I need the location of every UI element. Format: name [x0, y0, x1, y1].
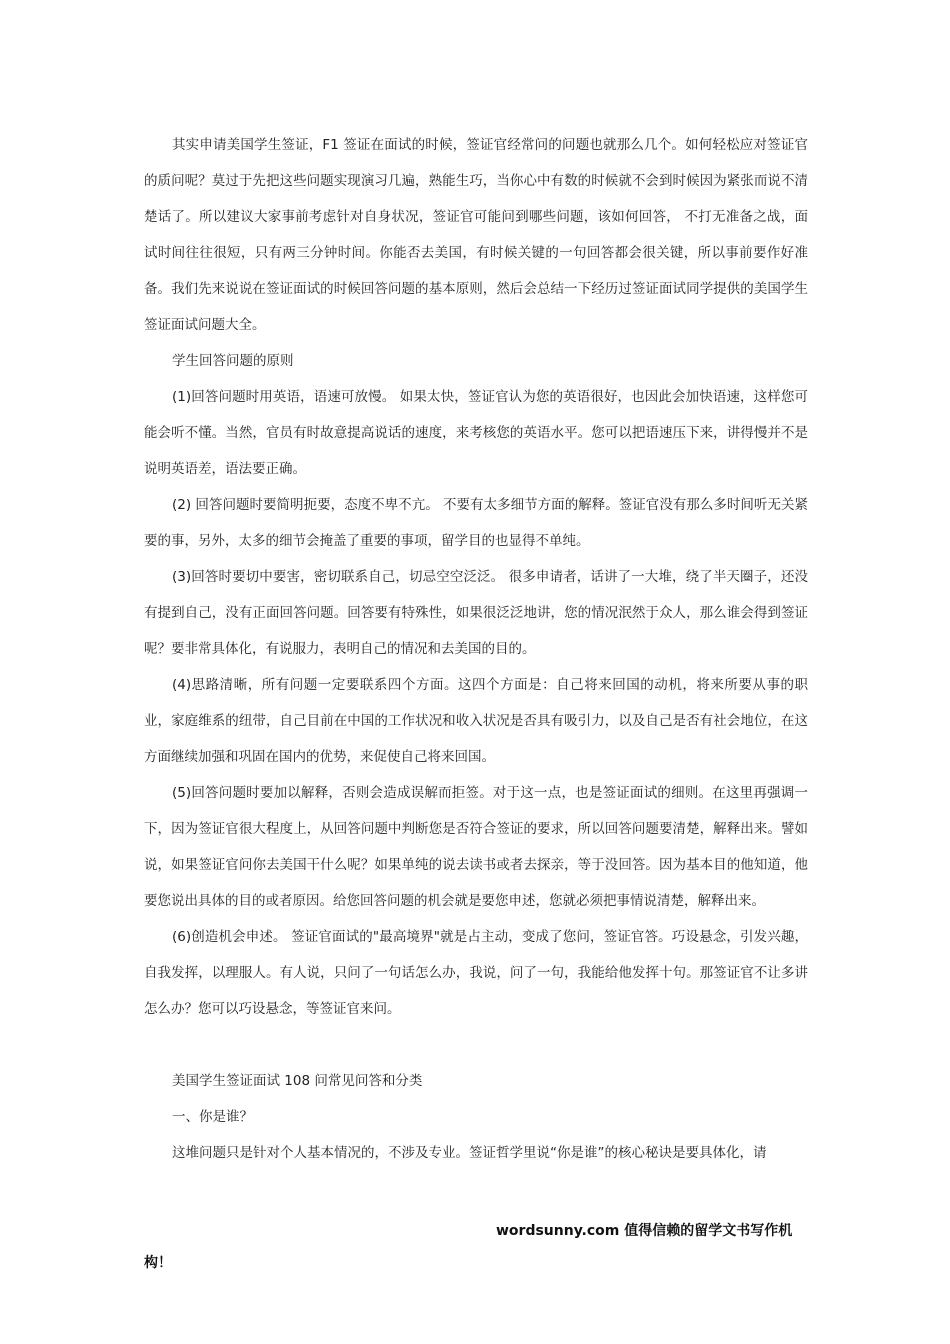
subsection-heading: 一、你是谁？	[172, 1109, 253, 1125]
principles-heading: 学生回答问题的原则	[172, 353, 294, 369]
principle-6-paragraph: (6)创造机会申述。 签证官面试的"最高境界"就是占主动，变成了您问，签证官答。巧设悬念，引发兴趣，自我发挥，以理服人。有人说，只问了一句话怎么办，我说，问了一句，我能给他发挥十句。那签证官不让多讲怎么办？您可以巧设悬念，等签证官来问。	[144, 929, 808, 1017]
document-body	[144, 127, 808, 1171]
footer-line-2: 构！	[144, 1255, 172, 1271]
section-spacer	[144, 1027, 808, 1063]
footer-watermark	[144, 1215, 808, 1279]
footer-line-1: wordsunny.com 值得信赖的留学文书写作机	[496, 1223, 793, 1239]
section-title: 美国学生签证面试 108 问常见问答和分类	[172, 1073, 423, 1089]
principle-4-paragraph: (4)思路清晰，所有问题一定要联系四个方面。这四个方面是：自己将来回国的动机，将来所要从事的职业，家庭维系的纽带，自己目前在中国的工作状况和收入状况是否具有吸引力，以及自己是否有社会地位，在这方面继续加强和巩固在国内的优势，来促使自己将来回国。	[144, 677, 808, 765]
principle-5-paragraph: (5)回答问题时要加以解释，否则会造成误解而拒签。对于这一点，也是签证面试的细则。在这里再强调一下，因为签证官很大程度上，从回答问题中判断您是否符合签证的要求，所以回答问题要清楚，解释出来。譬如说，如果签证官问你去美国干什么呢？如果单纯的说去读书或者去探亲，等于没回答。因为基本目的他知道，他要您说出具体的目的或者原因。给您回答问题的机会就是要您申述，您就必须把事情说清楚，解释出来。	[144, 785, 808, 909]
subsection-paragraph: 这堆问题只是针对个人基本情况的，不涉及专业。签证哲学里说“你是谁”的核心秘诀是要具体化，请	[172, 1145, 767, 1161]
principle-2-paragraph: (2) 回答问题时要简明扼要，态度不卑不亢。 不要有太多细节方面的解释。签证官没有那么多时间听无关紧要的事，另外，太多的细节会掩盖了重要的事项，留学目的也显得不单纯。	[144, 497, 808, 549]
intro-paragraph: 其实申请美国学生签证，F1 签证在面试的时候，签证官经常问的问题也就那么几个。如何轻松应对签证官的质问呢？莫过于先把这些问题实现演习几遍，熟能生巧，当你心中有数的时候就不会到时候因为紧张而说不清楚话了。所以建议大家事前考虑针对自身状况，签证官可能问到哪些问题，该如何回答， 不打无准备之战，面试时间往往很短，只有两三分钟时间。你能否去美国，有时候关键的一句回答都会很关键，所以事前要作好准备。我们先来说说在签证面试的时候回答问题的基本原则，然后会总结一下经历过签证面试同学提供的美国学生签证面试问题大全。	[144, 137, 808, 333]
principle-3-paragraph: (3)回答时要切中要害，密切联系自己，切忌空空泛泛。 很多申请者，话讲了一大堆，绕了半天圈子，还没有提到自己，没有正面回答问题。回答要有特殊性，如果很泛泛地讲，您的情况泯然于众人，那么谁会得到签证呢？要非常具体化，有说服力，表明自己的情况和去美国的目的。	[144, 569, 808, 657]
principle-1-paragraph: (1)回答问题时用英语，语速可放慢。 如果太快，签证官认为您的英语很好，也因此会加快语速，这样您可能会听不懂。当然，官员有时故意提高说话的速度，来考核您的英语水平。您可以把语速压下来，讲得慢并不是说明英语差，语法要正确。	[144, 389, 808, 477]
